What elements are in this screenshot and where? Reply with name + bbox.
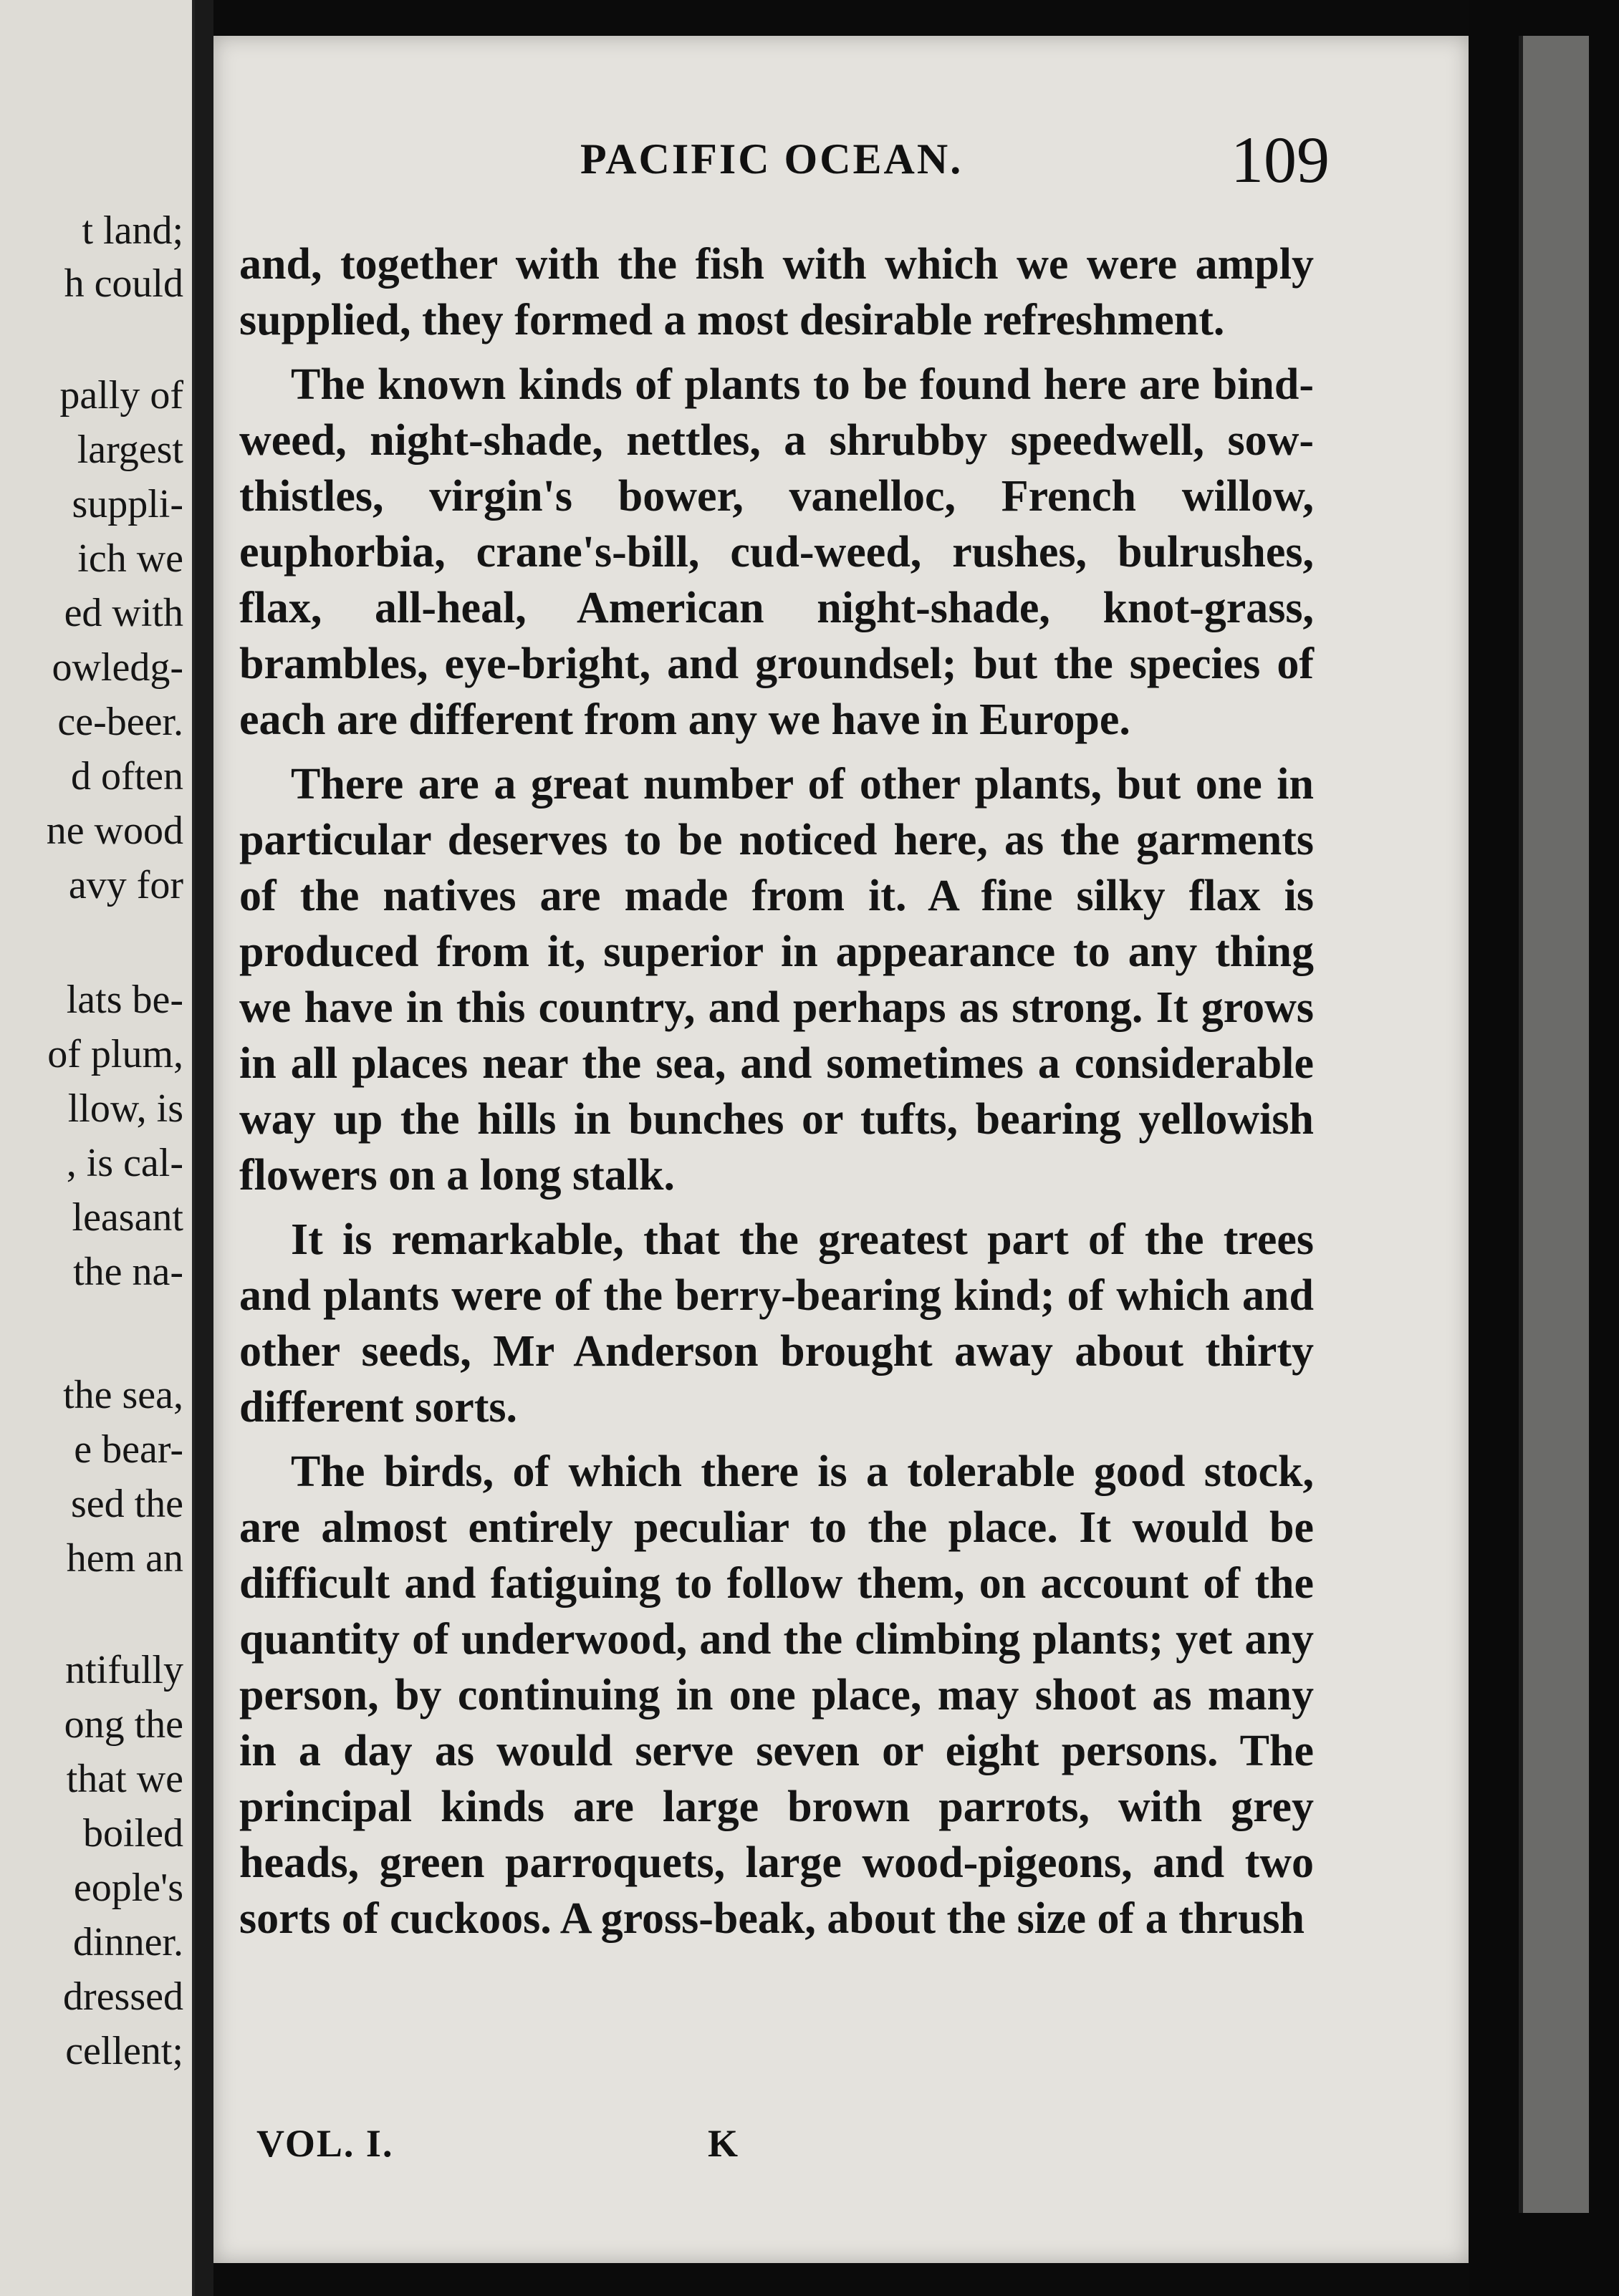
facing-line: ong the <box>64 1702 183 1747</box>
facing-line: t land; <box>82 208 183 253</box>
facing-line: ed with <box>64 591 183 635</box>
page-body <box>239 236 1314 1955</box>
paragraph: There are a great number of other plants, but one in particular deserves to be noticed here, as the garments of the natives are made from it. A fine silky flax is produced from it, superior in appearance to any thing we have in this country, and perhaps as strong. It grows in all places near the sea, and sometimes a considerable way up the hills in bunches or tufts, bearing yellowish flowers on a long stalk. <box>239 760 1314 1200</box>
facing-line: hem an <box>66 1536 183 1581</box>
page-header <box>213 122 1469 196</box>
facing-line: the na- <box>73 1250 183 1294</box>
facing-line: ne wood <box>46 809 183 853</box>
facing-line: of plum, <box>47 1032 183 1076</box>
page-footer <box>213 2121 1469 2171</box>
facing-line: llow, is <box>67 1086 183 1131</box>
book-page <box>213 36 1469 2263</box>
paragraph: The birds, of which there is a tolerable good stock, are almost entirely peculiar to the place. It would be difficult and fatiguing to follow them, on account of the quantity of underwood, and the climbing plants; yet any person, by continuing in one place, may shoot as many in a day as would serve seven or eight persons. The principal kinds are large brown parrots, with grey heads, green parroquets, large wood-pigeons, and two sorts of cuckoos. A gross-beak, about the size of a thrush <box>239 1447 1314 1943</box>
facing-line: sed the <box>70 1482 183 1526</box>
facing-line: that we <box>66 1757 183 1801</box>
facing-line: owledg- <box>52 645 183 690</box>
facing-line: , is cal- <box>66 1141 183 1185</box>
page-number: 109 <box>1231 123 1330 196</box>
facing-line: leasant <box>72 1195 183 1240</box>
facing-line: e bear- <box>74 1427 183 1472</box>
facing-line: ce-beer. <box>57 700 183 744</box>
facing-line: the sea, <box>63 1373 183 1417</box>
gathering-signature: K <box>708 2122 739 2165</box>
facing-line: cellent; <box>65 2029 183 2073</box>
page-edge-strip <box>1519 36 1589 2213</box>
facing-line: largest <box>77 428 183 472</box>
book-gutter <box>195 0 213 2296</box>
facing-line: d often <box>70 754 183 799</box>
running-head: PACIFIC OCEAN. <box>580 135 964 183</box>
facing-line: eople's <box>73 1866 183 1910</box>
facing-line: dinner. <box>73 1920 183 1964</box>
paragraph: and, together with the fish with which we were amply supplied, they formed a most desirable refreshment. <box>239 240 1314 344</box>
facing-line: boiled <box>83 1811 183 1856</box>
facing-line: avy for <box>68 863 183 907</box>
facing-line: lats be- <box>66 978 183 1022</box>
paragraph: It is remarkable, that the greatest part of the trees and plants were of the berry-bearing kind; of which and other seeds, Mr Anderson brought away about thirty different sorts. <box>239 1215 1314 1432</box>
volume-signature: VOL. I. <box>256 2122 394 2165</box>
paragraph: The known kinds of plants to be found here are bind-weed, night-shade, nettles, a shrubby speedwell, sow-thistles, virgin's bower, vanelloc, French willow, euphorbia, crane's-bill, cud-weed, rushes, bulrushes, flax, all-heal, American night-shade, knot-grass, brambles, eye-bright, and groundsel; but the species of each are different from any we have in Europe. <box>239 360 1314 744</box>
facing-line: pally of <box>59 373 183 418</box>
facing-page-fragment <box>0 0 195 2296</box>
facing-line: ich we <box>77 536 183 581</box>
facing-line: h could <box>64 261 183 306</box>
facing-line: ntifully <box>65 1648 183 1692</box>
facing-line: dressed <box>63 1974 183 2019</box>
facing-line: suppli- <box>72 482 183 526</box>
